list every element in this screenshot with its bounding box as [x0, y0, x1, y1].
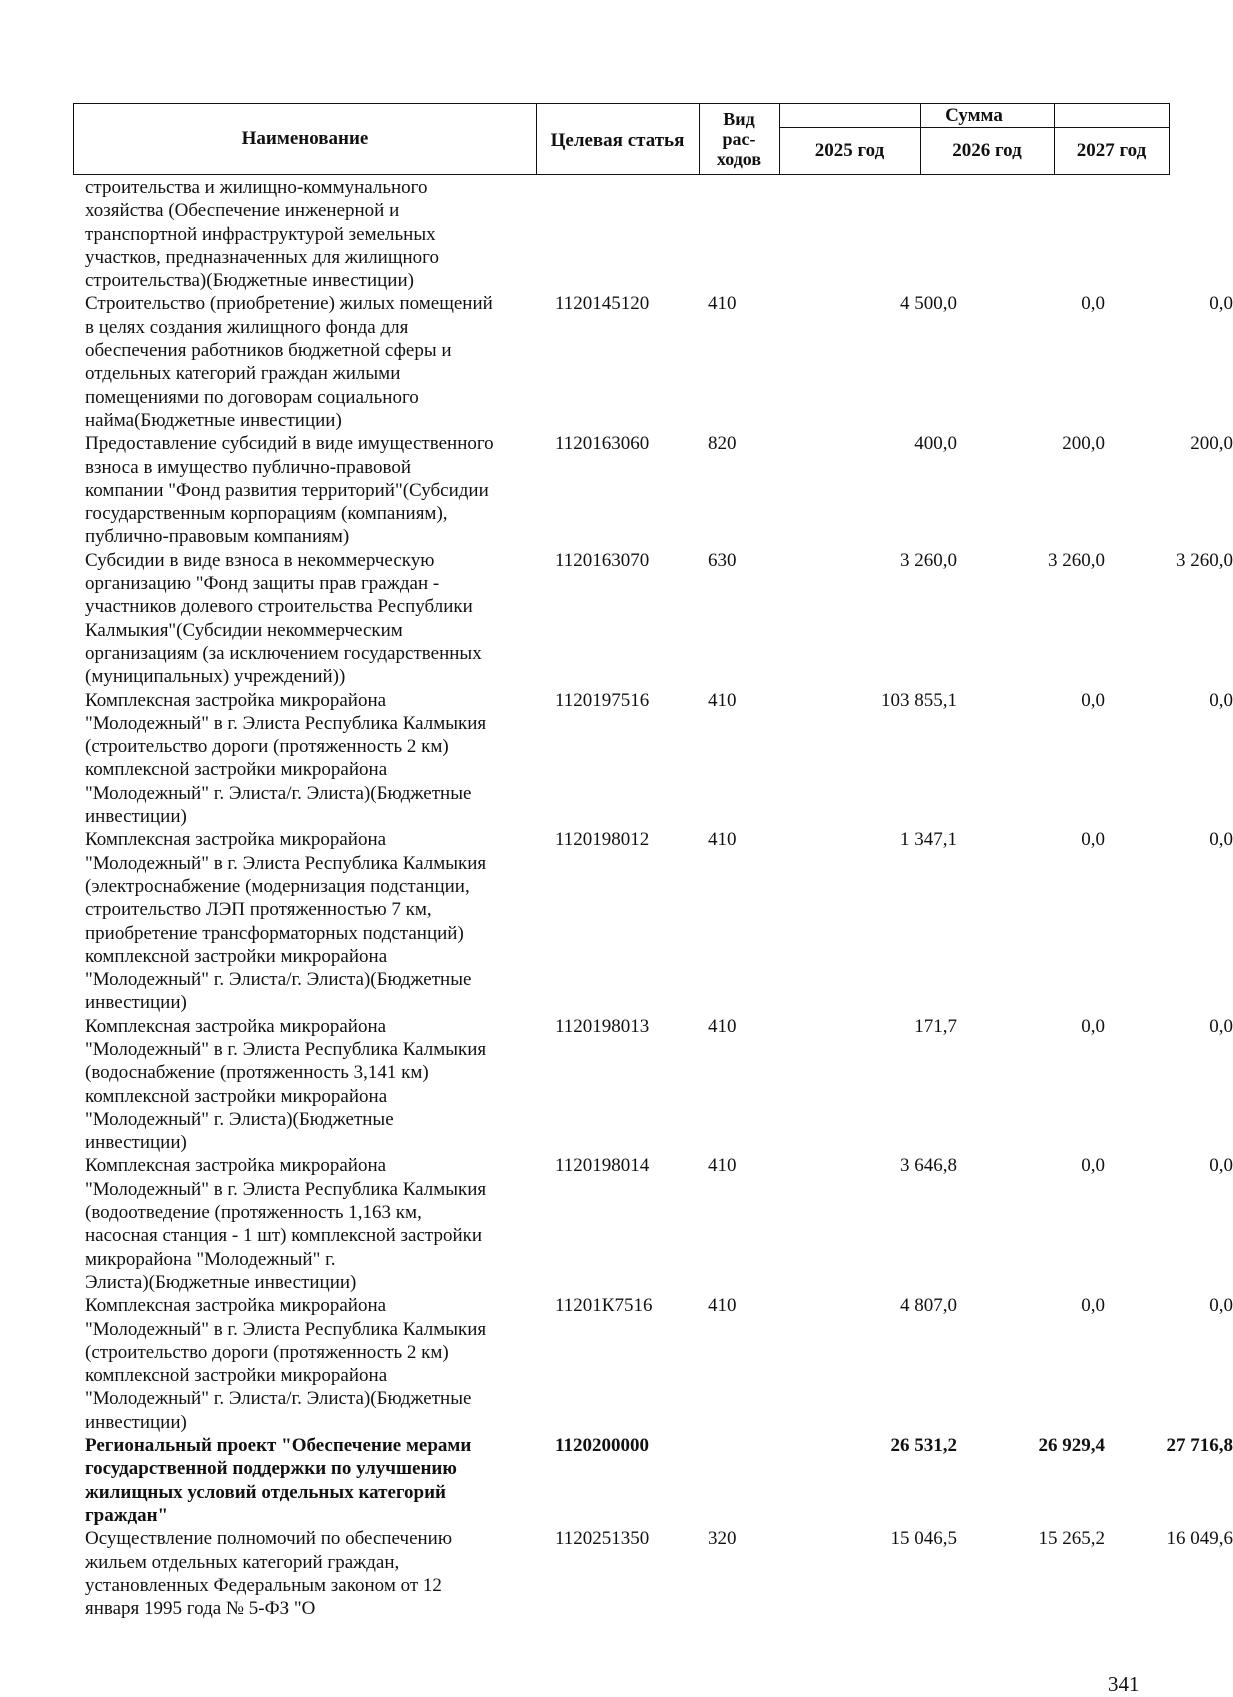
row-2025: 4 500,0	[900, 293, 957, 315]
row-2025: 4 807,0	[900, 1295, 957, 1317]
row-2027: 0,0	[1209, 1015, 1233, 1037]
row-2027: 0,0	[1209, 689, 1233, 711]
row-name: Комплексная застройка микрорайона "Молодежный" в г. Элиста Республика Калмыкия (водоотведение (протяженность 1,163 км, насосная станция - 1 шт) комплексной застройки микрорайона "Молодежный" г. Элиста)(Бюджетные инвестиции)	[85, 1155, 487, 1293]
row-code: 1120198013	[555, 1015, 650, 1037]
row-2027: 0,0	[1209, 1155, 1233, 1177]
table-body	[73, 176, 1233, 1620]
header-vid-line1: Вид	[723, 109, 755, 129]
row-name: Комплексная застройка микрорайона "Молодежный" в г. Элиста Республика Калмыкия (строительство дороги (протяженность 2 км) комплексной застройки микрорайона "Молодежный" г. Элиста/г. Элиста)(Бюджетные инвестиции)	[85, 689, 487, 828]
header-vid	[699, 104, 779, 174]
row-2027: 16 049,6	[1166, 1528, 1233, 1550]
row-2026: 200,0	[1062, 433, 1105, 455]
table-row	[73, 432, 1233, 548]
table-row	[73, 689, 1233, 829]
row-2025: 3 260,0	[900, 549, 957, 571]
header-2027: 2027 год	[1076, 140, 1147, 161]
row-2027: 3 260,0	[1176, 549, 1233, 571]
row-2025: 15 046,5	[890, 1528, 957, 1550]
row-2027: 0,0	[1209, 829, 1233, 851]
row-name: Осуществление полномочий по обеспечению жильем отдельных категорий граждан, установленных Федеральным законом от 12 января 1995 года № 5-ФЗ "О	[85, 1528, 453, 1620]
row-name: Комплексная застройка микрорайона "Молодежный" в г. Элиста Республика Калмыкия (водоснабжение (протяженность 3,141 км) комплексной застройки микрорайона "Молодежный" г. Элиста)(Бюджетные инвестиции)	[85, 1015, 487, 1154]
table-row	[73, 828, 1233, 1014]
table-row	[73, 1294, 1233, 1434]
header-vid-line2: рас-	[722, 129, 756, 149]
row-2026: 0,0	[1081, 1015, 1105, 1037]
row-2025: 3 646,8	[900, 1155, 957, 1177]
row-code: 1120198012	[555, 829, 650, 851]
row-vid: 410	[708, 1295, 737, 1317]
row-vid: 630	[708, 549, 737, 571]
row-name: Предоставление субсидий в виде имущественного взноса в имущество публично-правовой компании "Фонд развития территорий"(Субсидии государственным корпорациям (компаниям), публично-правовым компаниям)	[85, 433, 494, 548]
row-2026: 0,0	[1081, 293, 1105, 315]
table-row	[73, 292, 1233, 432]
table-header	[73, 103, 1170, 175]
row-2026: 26 929,4	[1038, 1435, 1105, 1457]
header-name: Наименование	[241, 128, 369, 149]
row-name: Комплексная застройка микрорайона "Молодежный" в г. Элиста Республика Калмыкия (электроснабжение (модернизация подстанции, строительство ЛЭП протяженностью 7 км, приобретение трансформаторных подстанций) комплексной застройки микрорайона "Молодежный" г. Элиста/г. Элиста)(Бюджетные инвестиции)	[85, 829, 487, 1014]
row-code: 1120145120	[555, 293, 650, 315]
row-name: Субсидии в виде взноса в некоммерческую организацию "Фонд защиты прав граждан - участников долевого строительства Республики Калмыкия"(Субсидии некоммерческим организациям (за исключением государственных (муниципальных) учреждений))	[85, 549, 482, 688]
row-2025: 171,7	[914, 1015, 957, 1037]
row-2026: 15 265,2	[1038, 1528, 1105, 1550]
row-vid: 410	[708, 829, 737, 851]
row-code: 1120251350	[555, 1528, 650, 1550]
table-row	[73, 1434, 1233, 1527]
row-2027: 27 716,8	[1166, 1435, 1233, 1457]
row-name: Региональный проект "Обеспечение мерами государственной поддержки по улучшению жилищных условий отдельных категорий граждан"	[85, 1435, 472, 1526]
row-code: 1120200000	[555, 1435, 649, 1457]
row-2027: 0,0	[1209, 293, 1233, 315]
header-vid-line3: ходов	[716, 149, 762, 169]
row-2026: 0,0	[1081, 1295, 1105, 1317]
row-2025: 26 531,2	[890, 1435, 957, 1457]
row-2026: 3 260,0	[1048, 549, 1105, 571]
row-vid: 410	[708, 1155, 737, 1177]
table-row	[73, 1527, 1233, 1620]
row-2025: 400,0	[914, 433, 957, 455]
row-2025: 1 347,1	[900, 829, 957, 851]
table-row	[73, 549, 1233, 689]
row-vid: 320	[708, 1528, 737, 1550]
row-2026: 0,0	[1081, 1155, 1105, 1177]
page-number: 341	[1108, 1672, 1140, 1696]
header-sum: Сумма	[945, 104, 1003, 126]
row-vid: 410	[708, 689, 737, 711]
row-name: строительства и жилищно-коммунального хозяйства (Обеспечение инженерной и транспортной инфраструктурой земельных участков, предназначенных для жилищного строительства)(Бюджетные инвестиции)	[85, 177, 439, 292]
row-code: 1120198014	[555, 1155, 650, 1177]
row-name: Строительство (приобретение) жилых помещений в целях создания жилищного фонда для обеспечения работников бюджетной сферы и отдельных категорий граждан жилыми помещениями по договорам социального найма(Бюджетные инвестиции)	[85, 293, 493, 431]
row-code: 1120163070	[555, 549, 650, 571]
header-code: Целевая статья	[550, 130, 685, 151]
row-2025: 103 855,1	[881, 689, 957, 711]
row-2027: 200,0	[1190, 433, 1233, 455]
table-row	[73, 1015, 1233, 1155]
row-vid: 820	[708, 433, 737, 455]
header-2025: 2025 год	[814, 140, 885, 161]
header-2026: 2026 год	[952, 140, 1022, 161]
row-code: 1120197516	[555, 689, 650, 711]
row-2026: 0,0	[1081, 829, 1105, 851]
row-code: 11201К7516	[555, 1295, 653, 1317]
table-row	[73, 176, 1170, 292]
row-code: 1120163060	[555, 433, 650, 455]
row-2027: 0,0	[1209, 1295, 1233, 1317]
table-row	[73, 1154, 1233, 1294]
row-name: Комплексная застройка микрорайона "Молодежный" в г. Элиста Республика Калмыкия (строительство дороги (протяженность 2 км) комплексной застройки микрорайона "Молодежный" г. Элиста/г. Элиста)(Бюджетные инвестиции)	[85, 1295, 487, 1433]
row-vid: 410	[708, 1015, 737, 1037]
row-2026: 0,0	[1081, 689, 1105, 711]
row-vid: 410	[708, 293, 737, 315]
